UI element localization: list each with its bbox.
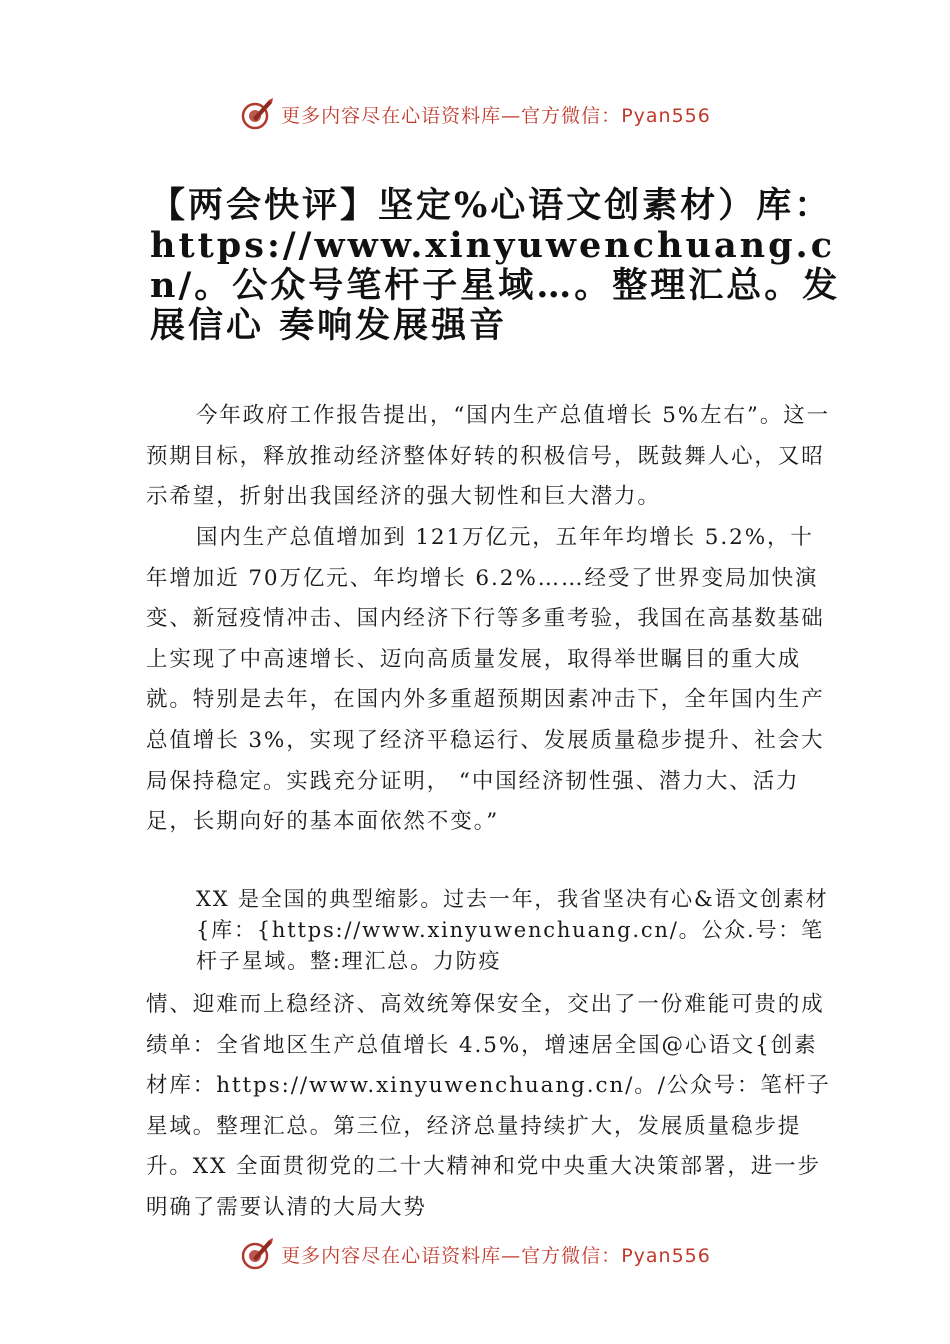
- banner-wechat-label: 官方微信：: [521, 104, 622, 127]
- banner-separator: —: [501, 104, 522, 127]
- paragraph-1-text: 今年政府工作报告提出，“国内生产总值增长 5%左右”。这一预期目标，释放推动经济整体好转的积极信号，既鼓舞人心，又昭示希望，折射出我国经济的强大韧性和巨大潜力。: [146, 403, 831, 510]
- banner-wechat-label: 官方微信：: [521, 1244, 622, 1267]
- banner-wechat-id: Pyan556: [621, 104, 711, 127]
- banner-text: [281, 101, 711, 128]
- header-banner: [0, 92, 950, 136]
- banner-separator: —: [501, 1244, 522, 1267]
- article-title: 【两会快评】坚定%心语文创素材）库：https://www.xinyuwenchuang.cn/。公众号笔杆子星域…。整理汇总。发展信心 奏响发展强音: [150, 185, 841, 346]
- banner-wechat-id: Pyan556: [621, 1244, 711, 1267]
- paragraph-3: XX 是全国的典型缩影。过去一年，我省坚决有心&语文创素材{库：{https://www.xinyuwenchuang.cn/。公众.号：笔杆子星域。整:理汇总。力防疫: [196, 887, 829, 973]
- banner-main: 更多内容尽在心语资料库: [281, 104, 502, 127]
- paragraph-2-text: 国内生产总值增加到 121万亿元，五年年均增长 5.2%，十年增加近 70万亿元、年均增长 6.2%……经受了世界变局加快演变、新冠疫情冲击、国内经济下行等多重考验，我国在高基数基础上实现了中高速增长、迈向高质量发展，取得举世瞩目的重大成就。特别是去年，在国内外多重超预期因素冲击下，全年国内生产总值增长 3%，实现了经济平稳运行、发展质量稳步提升、社会大局保持稳定。实践充分证明， “中国经济韧性强、潜力大、活力足，长期向好的基本面依然不变。”: [146, 525, 825, 835]
- paragraph-4: 情、迎难而上稳经济、高效统筹保安全，交出了一份难能可贵的成绩单：全省地区生产总值增长 4.5%，增速居全国@心语文{创素材库：https://www.xinyuwenchuang.cn/。/公众号：笔杆子星域。整理汇总。第三位，经济总量持续扩大，发展质量稳步提升。XX 全面贯彻党的二十大精神和党中央重大决策部署，进一步明确了需要认清的大局大势: [146, 992, 831, 1220]
- footer-banner: [0, 1232, 950, 1276]
- banner-text: [281, 1241, 711, 1268]
- paragraph-1: [146, 396, 834, 518]
- quill-pen-logo-icon: [239, 96, 275, 132]
- banner-main: 更多内容尽在心语资料库: [281, 1244, 502, 1267]
- quill-pen-logo-icon: [239, 1236, 275, 1272]
- paragraph-2: [146, 518, 834, 843]
